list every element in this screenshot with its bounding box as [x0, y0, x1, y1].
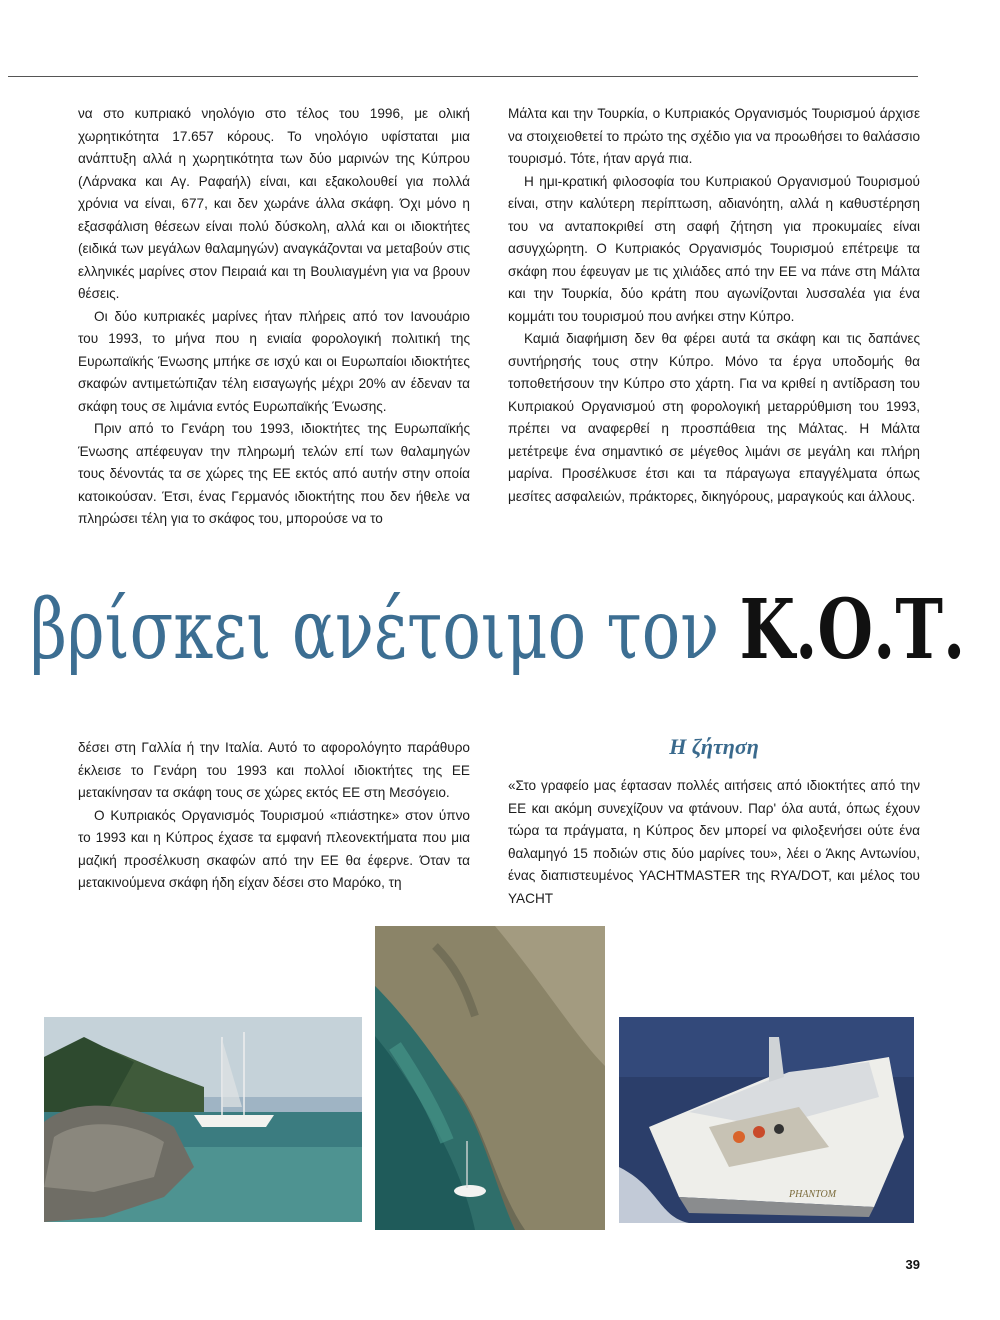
headline-acronym: Κ.Ο.Τ. [739, 582, 966, 678]
section-subheading: Η ζήτηση [669, 734, 759, 759]
photo-sailboat-coast [44, 1017, 362, 1222]
photo-aerial-cove [375, 926, 605, 1230]
column-top-right [508, 103, 920, 508]
paragraph: Καμιά διαφήμιση δεν θα φέρει αυτά τα σκάφη και τις δαπάνες συντήρησής τους στην Κύπρο. Μόνο τα έργα υποδομής θα τοποθετήσουν την Κύπρο στο χάρτη. Για να κριθεί η αντίδραση του Κυπριακού Οργανισμού στη φορολογική μεταρρύθμιση του 1993, πρέπει να αναφερθεί η προσπάθεια της Μάλτας. Η Μάλτα μετέτρεψε ένα σημαντικό σε μέγεθος λιμάνι σε μεγάλη και πλήρη μαρίνα. Προσέλκυσε έτσι και τα πάραγωγα επαγγέλματα όπως μεσίτες ασφαλειών, πράκτορες, δικηγόρους, μαραγκούς και άλλους. [508, 331, 920, 504]
paragraph: δέσει στη Γαλλία ή την Ιταλία. Αυτό το αφορολόγητο παράθυρο έκλεισε το Γενάρη του 1993 και πολλοί ιδιοκτήτες της ΕΕ μετακίνησαν τα σκάφη τους σε χώρες εκτός ΕΕ στη Μεσόγειο. [78, 740, 470, 800]
paragraph: να στο κυπριακό νηολόγιο στο τέλος του 1996, με ολική χωρητικότητα 17.657 κόρους. Το νηολόγιο υφίσταται μια ανάπτυξη αλλά η χωρητικότητα των δύο μαρινών της Κύπρου (Λάρνακα και Αγ. Ραφαήλ) είναι, και εξακολουθεί για πολλά χρόνια να είναι, 677, και δεν χωράνε άλλα σκάφη. Όχι μόνο η εξασφάλιση θέσεων είναι πολύ δύσκολη, αλλά και οι ιδιοκτήτες (ειδικά των μεγάλων θαλαμηγών) αναγκάζονται να μεταβούν στις ελληνικές μαρίνες στον Πειραιά και τη Βουλιαγμένη για να βρουν θέσεις. [78, 106, 470, 301]
paragraph: «Στο γραφείο μας έφτασαν πολλές αιτήσεις από ιδιοκτήτες από την ΕΕ και ακόμη συνεχίζουν να φτάνουν. Παρ' όλα αυτά, όπως έχουν τώρα τα πράγματα, η Κύπρος δεν μπορεί να φιλοξενήσει ούτε ένα θαλαμηγό 15 ποδιών στις δύο μαρίνες του», λέει ο Άκης Αντωνίου, ένας διαπιστευμένος YACHTMASTER της RYA/DOT, και μέλος του YACHT [508, 778, 920, 906]
column-bottom-left [78, 737, 470, 895]
headline [30, 580, 966, 681]
paragraph: Οι δύο κυπριακές μαρίνες ήταν πλήρεις από τον Ιανουάριο του 1993, το μήνα που η ενιαία φορολογική πολιτική της Ευρωπαϊκής Ένωσης μπήκε σε ισχύ και οι Ευρωπαίοι ιδιοκτήτες σκαφών αντιμετώπιζαν τέλη εισαγωγής μέχρι 20% αν έδεναν τα σκάφη τους σε λιμάνια εντός Ευρωπαϊκής Ένωσης. [78, 308, 470, 414]
paragraph: Ο Κυπριακός Οργανισμός Τουρισμού «πιάστηκε» στον ύπνο το 1993 και η Κύπρος έχασε τα εμφανή πλεονεκτήματα που μια μαζική προσέλκυση σκαφών από την ΕΕ θα έφερνε. Όταν τα μετακινούμενα σκάφη ήδη είχαν δέσει στο Μαρόκο, τη [78, 807, 470, 890]
paragraph: Η ημι-κρατική φιλοσοφία του Κυπριακού Οργανισμού Τουρισμού είναι, στην καλύτερη περίπτωση, αδιανόητη, αλλά η καθυστέρηση του να ανταποκριθεί στη σαφή ζήτηση για προκυμαίες είναι ασυγχώρητη. Ο Κυπριακός Οργανισμός Τουρισμού επέτρεψε τα σκάφη που έφευγαν με τις χιλιάδες από την ΕΕ να πάνε στη Μάλτα και την Τουρκία, δύο κράτη που αγωνίζονται λυσσαλέα για ένα κομμάτι του τουρισμού που ανήκει στην Κύπρο. [508, 173, 920, 324]
page-number: 39 [905, 1257, 920, 1272]
headline-text: βρίσκει ανέτοιμο τον [30, 583, 740, 678]
paragraph: Πριν από το Γενάρη του 1993, ιδιοκτήτες της Ευρωπαϊκής Ένωσης απέφευγαν την πληρωμή τελών επί των θαλαμηγών τους δένοντάς τα σε χώρες της ΕΕ εκτός από αυτήν στην οποία κατοικούσαν. Έτσι, ένας Γερμανός ιδιοκτήτης που δεν ήθελε να πληρώσει τέλη για το σκάφος του, μπορούσε να το [78, 421, 470, 526]
column-bottom-right [508, 775, 920, 910]
photo-motor-yacht [619, 1017, 914, 1223]
yacht-name-label: PHANTOM [789, 1189, 837, 1200]
paragraph: Μάλτα και την Τουρκία, ο Κυπριακός Οργανισμός Τουρισμού άρχισε να στοιχειοθετεί το πρώτο της σχέδιο για να προωθήσει το θαλάσσιο τουρισμό. Τότε, ήταν αργά πια. [508, 106, 920, 166]
header-rule [8, 76, 918, 77]
column-top-left [78, 103, 470, 531]
